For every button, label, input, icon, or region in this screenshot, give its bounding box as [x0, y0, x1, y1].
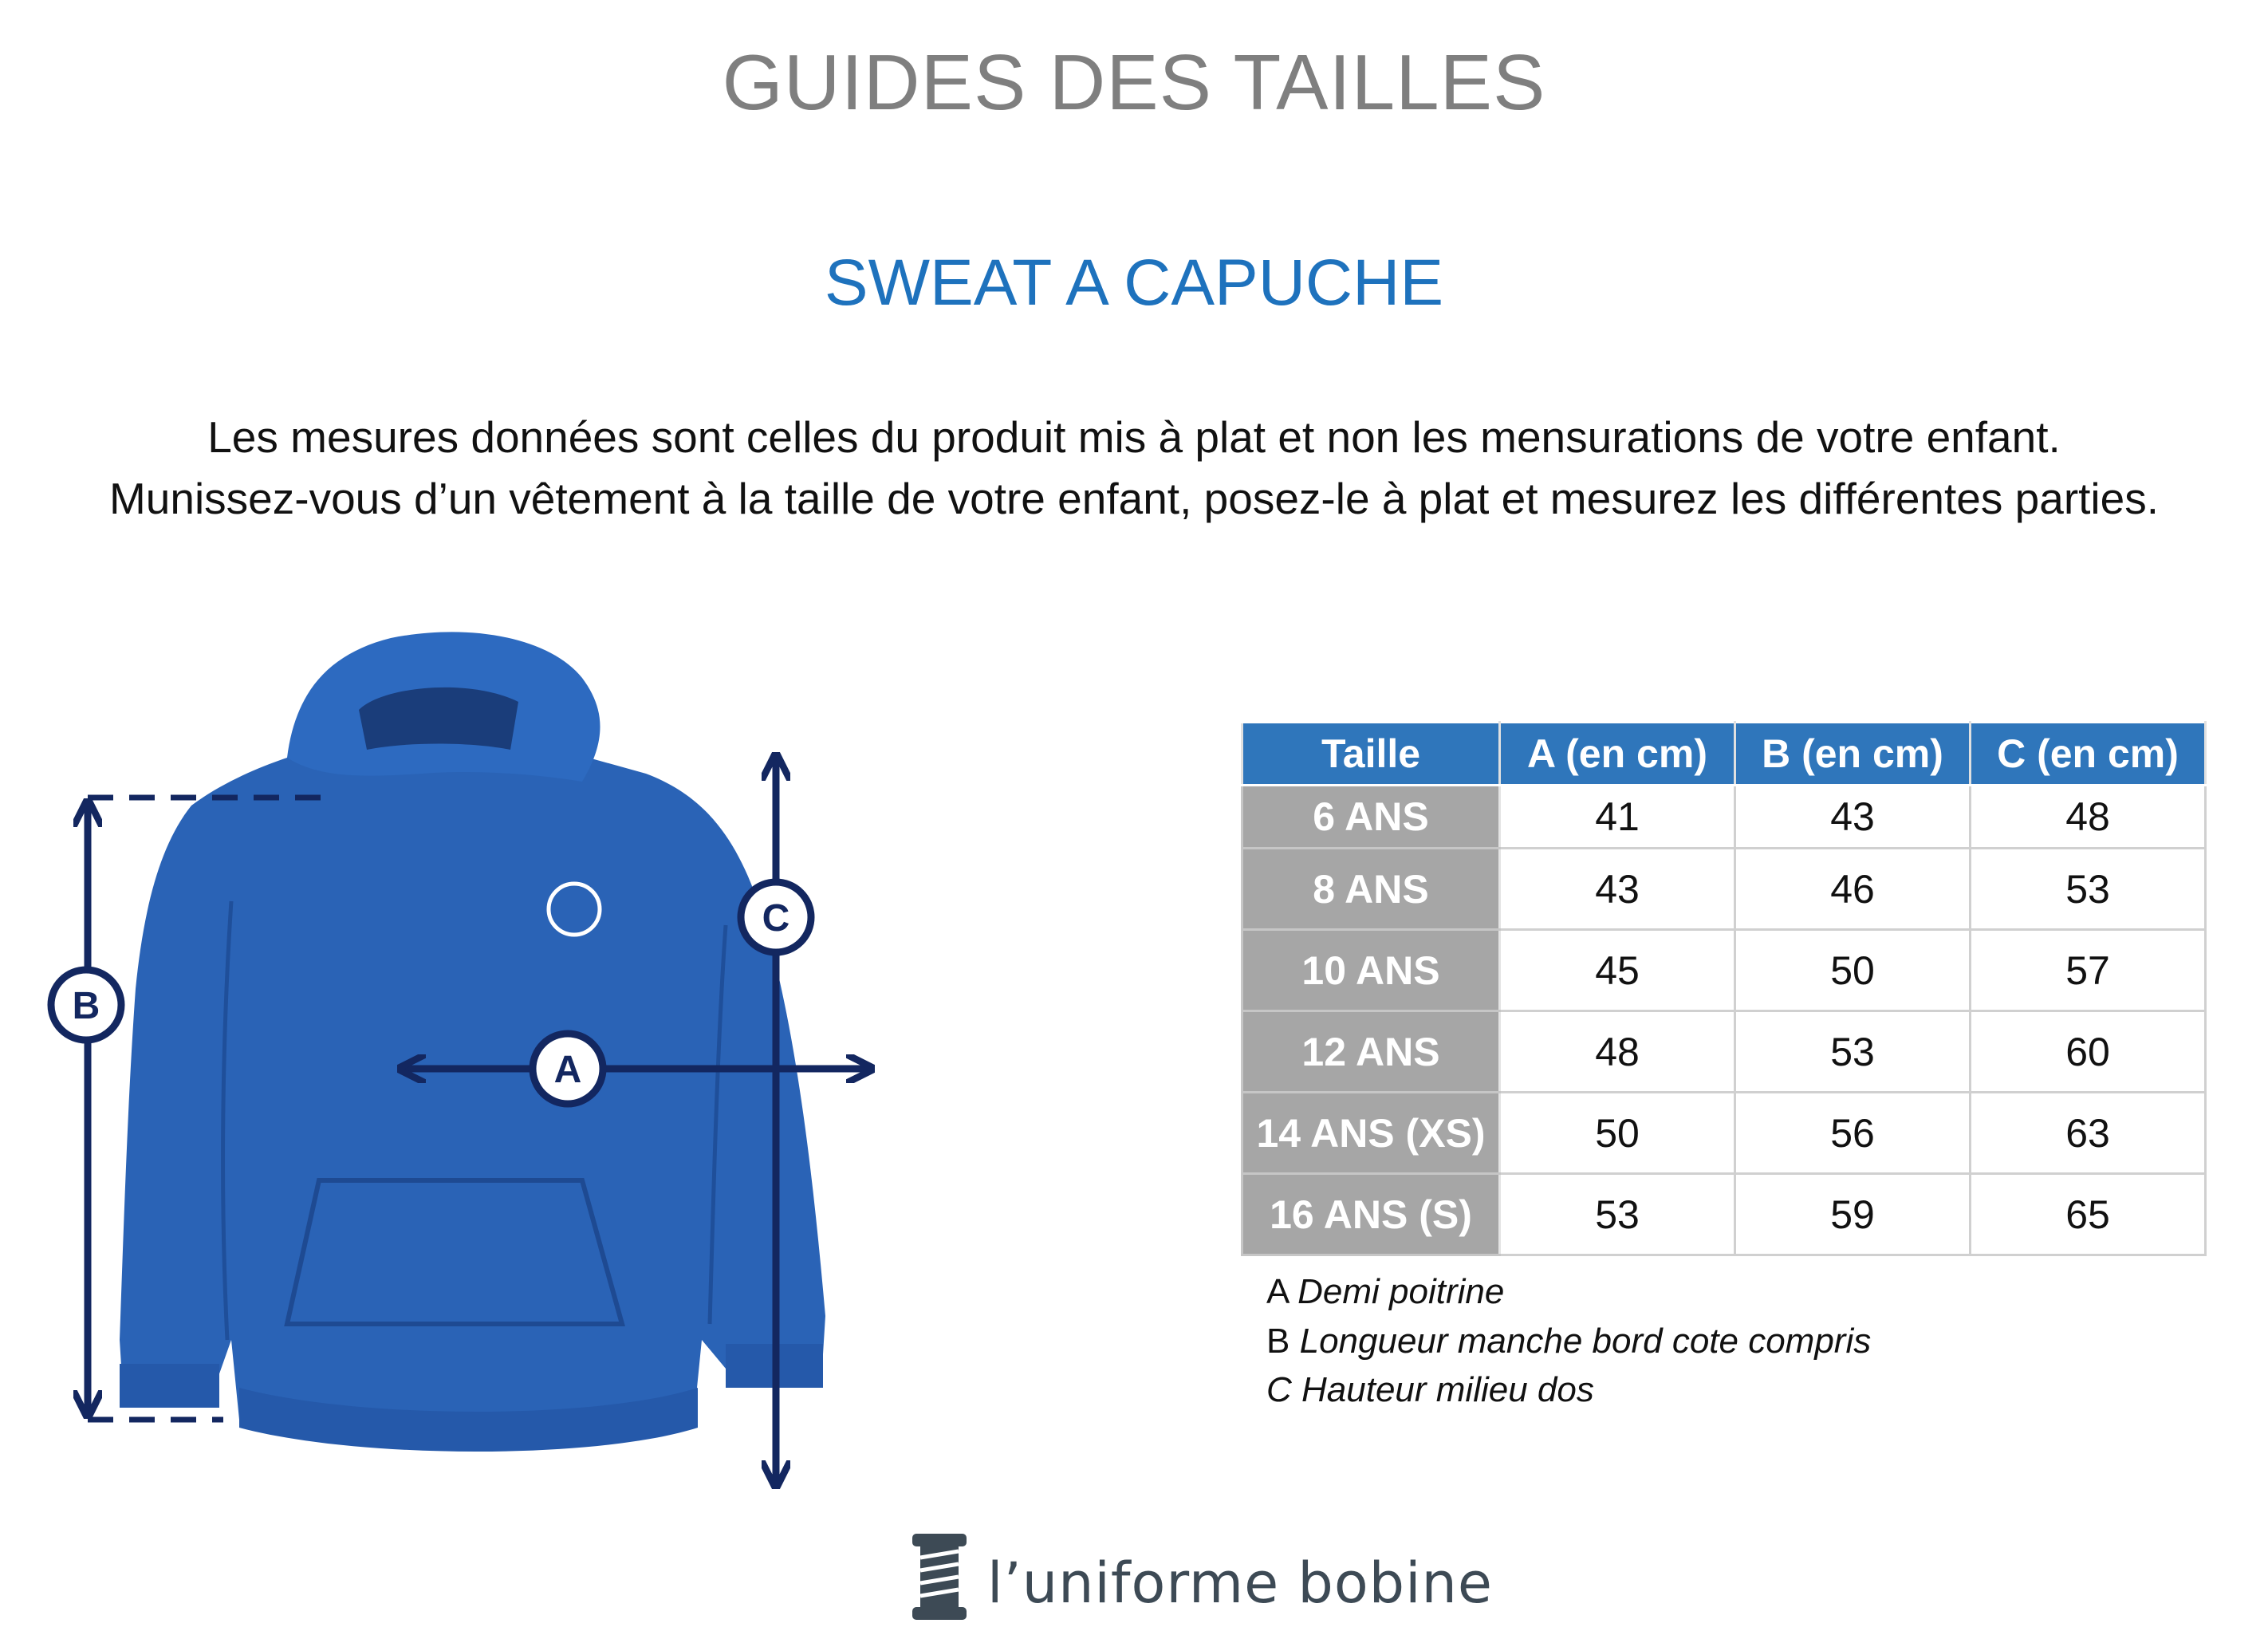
size-cell: 10 ANS — [1242, 930, 1500, 1011]
table-row — [1242, 1011, 2206, 1093]
size-cell: 16 ANS (S) — [1242, 1174, 1500, 1255]
page-title: GUIDES DES TAILLES — [722, 38, 1546, 126]
size-table — [1241, 721, 2207, 1256]
value-b-cell: 59 — [1735, 1174, 1971, 1255]
marker-a-label: A — [553, 1049, 582, 1091]
header-taille: Taille — [1242, 723, 1500, 786]
value-a-cell: 43 — [1500, 849, 1735, 930]
table-row — [1242, 930, 2206, 1011]
legend-item-b — [1266, 1318, 1871, 1365]
table-row — [1242, 786, 2206, 849]
intro-line-2: Munissez-vous d’un vêtement à la taille de votre enfant, posez-le à plat et mesurez les différentes parties. — [108, 474, 2160, 523]
marker-c-label: C — [762, 897, 790, 940]
value-c-cell: 65 — [1971, 1174, 2206, 1255]
value-a-cell: 53 — [1500, 1174, 1735, 1255]
legend-label: Longueur manche bord cote compris — [1299, 1322, 1872, 1361]
thread-spool-icon — [912, 1534, 967, 1620]
value-c-cell: 60 — [1971, 1011, 2206, 1093]
legend-label: Hauteur milieu dos — [1301, 1370, 1594, 1409]
table-row — [1242, 849, 2206, 930]
value-b-cell: 50 — [1735, 930, 1971, 1011]
hoodie-garment — [120, 632, 825, 1452]
legend-item-a — [1266, 1268, 1504, 1316]
marker-b-label: B — [72, 985, 100, 1027]
value-c-cell: 53 — [1971, 849, 2206, 930]
size-cell: 14 ANS (XS) — [1242, 1093, 1500, 1174]
hoodie-diagram — [24, 622, 1077, 1523]
legend-item-c — [1266, 1366, 1594, 1414]
legend-label: Demi poitrine — [1297, 1272, 1505, 1311]
header-c: C (en cm) — [1971, 723, 2206, 786]
product-title: SWEAT A CAPUCHE — [824, 246, 1444, 319]
value-a-cell: 48 — [1500, 1011, 1735, 1093]
value-c-cell: 57 — [1971, 930, 2206, 1011]
value-b-cell: 43 — [1735, 786, 1971, 849]
value-b-cell: 53 — [1735, 1011, 1971, 1093]
table-row — [1242, 1093, 2206, 1174]
value-b-cell: 56 — [1735, 1093, 1971, 1174]
header-a: A (en cm) — [1500, 723, 1735, 786]
size-cell: 12 ANS — [1242, 1011, 1500, 1093]
value-a-cell: 45 — [1500, 930, 1735, 1011]
value-c-cell: 63 — [1971, 1093, 2206, 1174]
value-a-cell: 50 — [1500, 1093, 1735, 1174]
value-b-cell: 46 — [1735, 849, 1971, 930]
value-c-cell: 48 — [1971, 786, 2206, 849]
table-row — [1242, 1174, 2206, 1255]
brand-name: l’uniforme bobine — [987, 1550, 1493, 1616]
legend-key: A — [1266, 1272, 1288, 1311]
header-b: B (en cm) — [1735, 723, 1971, 786]
legend-key: B — [1266, 1322, 1290, 1361]
value-a-cell: 41 — [1500, 786, 1735, 849]
size-cell: 6 ANS — [1242, 786, 1500, 849]
size-cell: 8 ANS — [1242, 849, 1500, 930]
intro-line-1: Les mesures données sont celles du produit mis à plat et non les mensurations de votre enfant. — [207, 412, 2061, 462]
table-header-row — [1242, 723, 2206, 786]
legend-key: C — [1266, 1370, 1292, 1409]
